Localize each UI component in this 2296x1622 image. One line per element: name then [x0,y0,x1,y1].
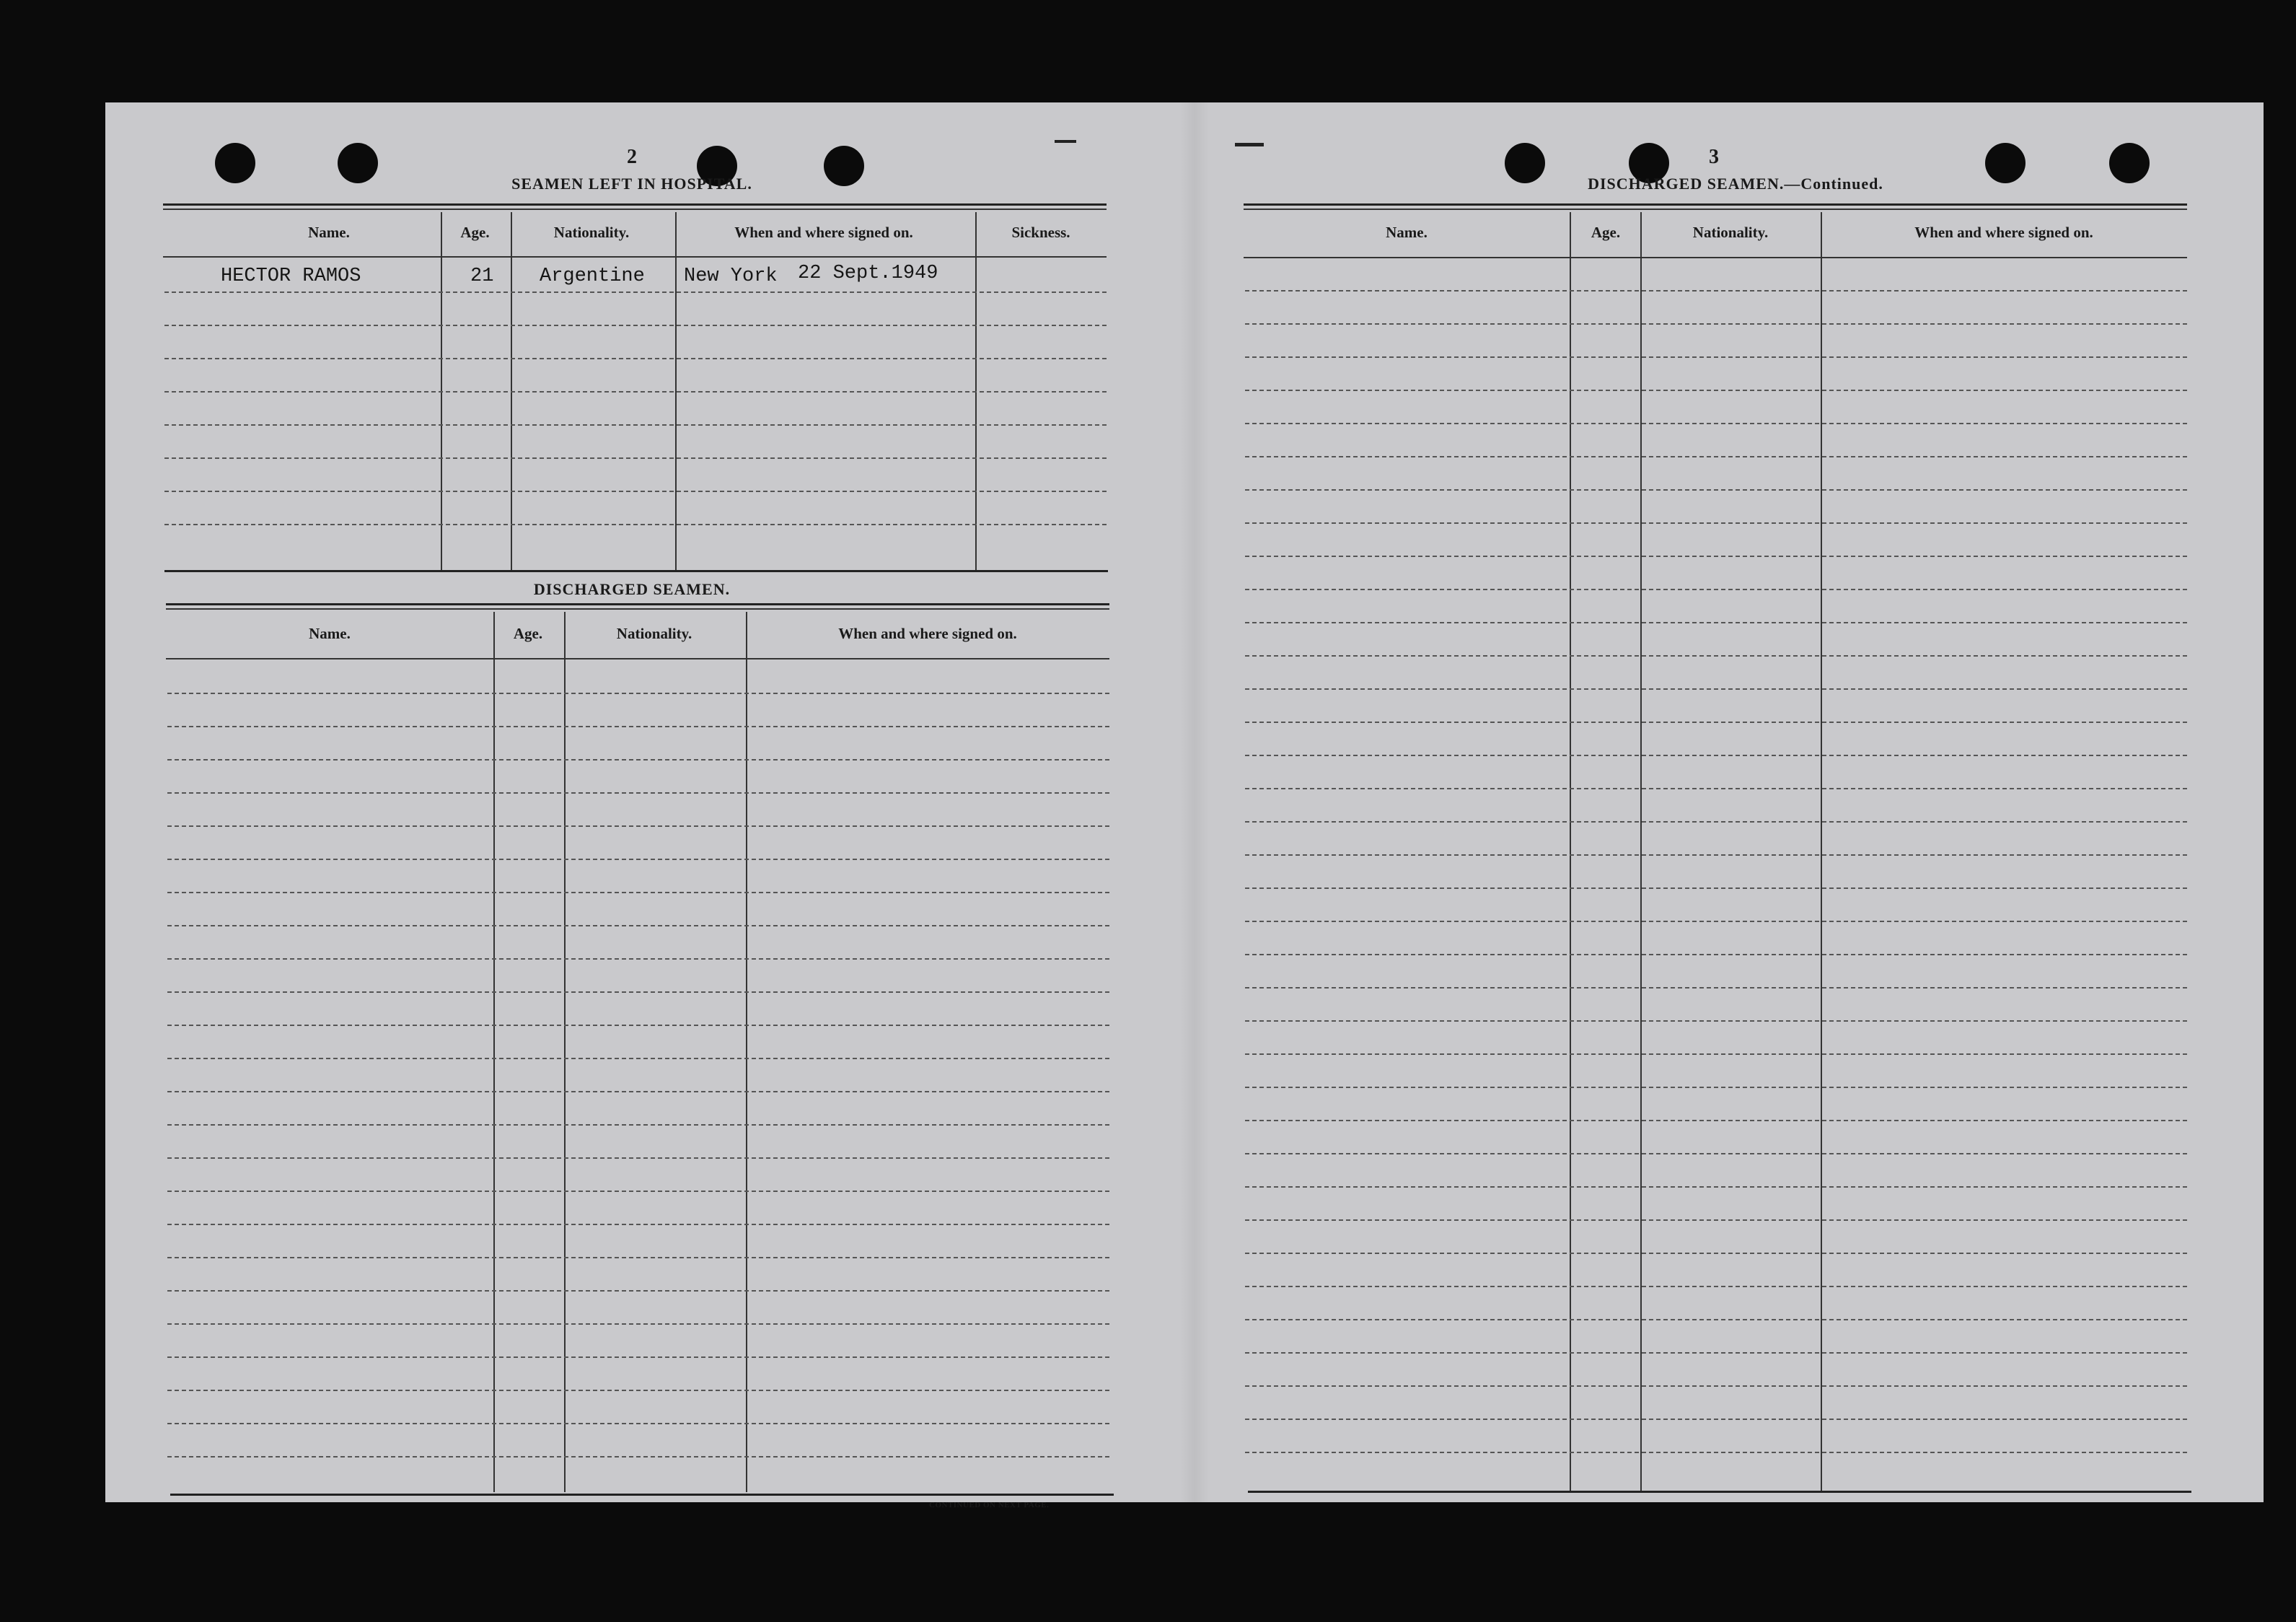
table-top-rule [163,203,1107,206]
ruled-line [1245,556,2187,557]
col-header-signed-on: When and where signed on. [1914,224,2093,241]
ruled-line [1245,1419,2187,1420]
left-page [105,102,1187,1509]
ruled-line [164,325,1107,326]
ruled-line [1245,1219,2187,1221]
table-top-rule [166,608,1109,610]
ruled-line [164,424,1107,426]
header-underline [166,658,1109,659]
ruled-line [1245,821,2187,823]
continued-footer: CONTINUED ON NEXT PAGE. [929,1501,1050,1509]
ruled-line [1245,522,2187,524]
ruled-line [1245,1087,2187,1088]
ruled-line [167,1257,1109,1258]
hospital-row-nationality: Argentine [540,266,645,287]
ruled-line [167,892,1109,893]
hospital-row-age: 21 [470,266,494,287]
ruled-line [1245,954,2187,955]
col-header-signed-on: When and where signed on. [734,224,913,241]
ruled-line [1245,987,2187,988]
col-header-sickness: Sickness. [1011,224,1070,241]
ruled-line [1245,456,2187,457]
ruled-line [1245,356,2187,358]
col-header-nationality: Nationality. [1692,224,1769,241]
ruled-line [1245,589,2187,590]
table-bottom-rule [1248,1491,2191,1493]
ruled-line [1245,788,2187,789]
col-header-nationality: Nationality. [553,224,630,241]
ruled-line [1245,1186,2187,1188]
ruled-line [1245,722,2187,723]
ruled-line [164,391,1107,393]
ruled-line [167,1423,1109,1424]
ruled-line [1245,921,2187,922]
ruled-line [167,859,1109,860]
table-top-rule [1244,209,2187,210]
ruled-line [1245,1253,2187,1254]
ruled-line [1245,854,2187,856]
ruled-line [167,1124,1109,1126]
ruled-line [1245,1352,2187,1354]
ruled-line [1245,655,2187,657]
col-divider [1821,212,1822,1491]
ruled-line [167,958,1109,960]
ruled-line [1245,1120,2187,1121]
ruled-line [167,1390,1109,1391]
ruled-line [167,1323,1109,1325]
ruled-line [167,1091,1109,1092]
ruled-line [164,457,1107,459]
ruled-line [1245,423,2187,424]
col-divider [1640,212,1642,1491]
ruled-line [1245,1319,2187,1320]
ruled-line [167,1191,1109,1192]
hospital-bottom-rule [164,570,1108,572]
col-divider [1570,212,1571,1491]
ruled-line [1245,1053,2187,1055]
col-header-age: Age. [1591,224,1621,241]
ruled-line [164,358,1107,359]
ruled-line [1245,1385,2187,1387]
ruled-line [167,759,1109,760]
hospital-row-name: HECTOR RAMOS [221,266,361,287]
ruled-line [1245,390,2187,391]
col-header-name: Name. [309,625,351,642]
ruled-line [1245,1286,2187,1287]
ruled-line [1245,489,2187,491]
ruled-line [167,1224,1109,1225]
ruled-line [167,726,1109,727]
col-header-age: Age. [513,625,543,642]
col-divider [493,612,495,1492]
ruled-line [1245,622,2187,623]
ruled-line [167,825,1109,827]
ruled-line [1245,323,2187,325]
col-header-age: Age. [460,224,490,241]
table-bottom-rule [170,1494,1114,1496]
ruled-line [167,1456,1109,1457]
ruled-line [1245,290,2187,291]
ruled-line [164,491,1107,492]
col-header-name: Name. [1386,224,1428,241]
ruled-line [167,1025,1109,1026]
discharged-continued-title: DISCHARGED SEAMEN.—Continued. [1588,175,1883,193]
header-underline [1244,257,2187,258]
col-divider [746,612,747,1492]
col-header-nationality: Nationality. [616,625,692,642]
ruled-line [167,693,1109,694]
ruled-line [167,1058,1109,1059]
ruled-line [1245,755,2187,756]
table-top-rule [166,603,1109,605]
ruled-line [1245,1020,2187,1022]
page-number: 2 [627,146,637,168]
right-page [1187,102,2264,1502]
ruled-line [1245,688,2187,690]
ruled-line [1245,1153,2187,1154]
hospital-row-date: 22 Sept.1949 [798,263,938,284]
hospital-section-title: SEAMEN LEFT IN HOSPITAL. [511,175,752,193]
ruled-line [167,1356,1109,1358]
ruled-line [1245,1452,2187,1453]
ruled-line [167,991,1109,993]
ruled-line [164,524,1107,525]
table-top-rule [163,209,1107,210]
header-underline [163,256,1107,258]
ruled-line [167,1290,1109,1292]
ruled-line [164,291,1107,293]
ruled-line [1245,887,2187,889]
col-divider [564,612,566,1492]
col-header-name: Name. [308,224,350,241]
col-header-signed-on: When and where signed on. [838,625,1017,642]
ruled-line [167,792,1109,794]
document-sheet [105,102,2264,1509]
discharged-section-title: DISCHARGED SEAMEN. [533,580,731,598]
ruled-line [167,925,1109,926]
hospital-row-place: New York [684,266,778,287]
ruled-line [167,1157,1109,1159]
page-number: 3 [1709,146,1719,168]
table-top-rule [1244,203,2187,206]
